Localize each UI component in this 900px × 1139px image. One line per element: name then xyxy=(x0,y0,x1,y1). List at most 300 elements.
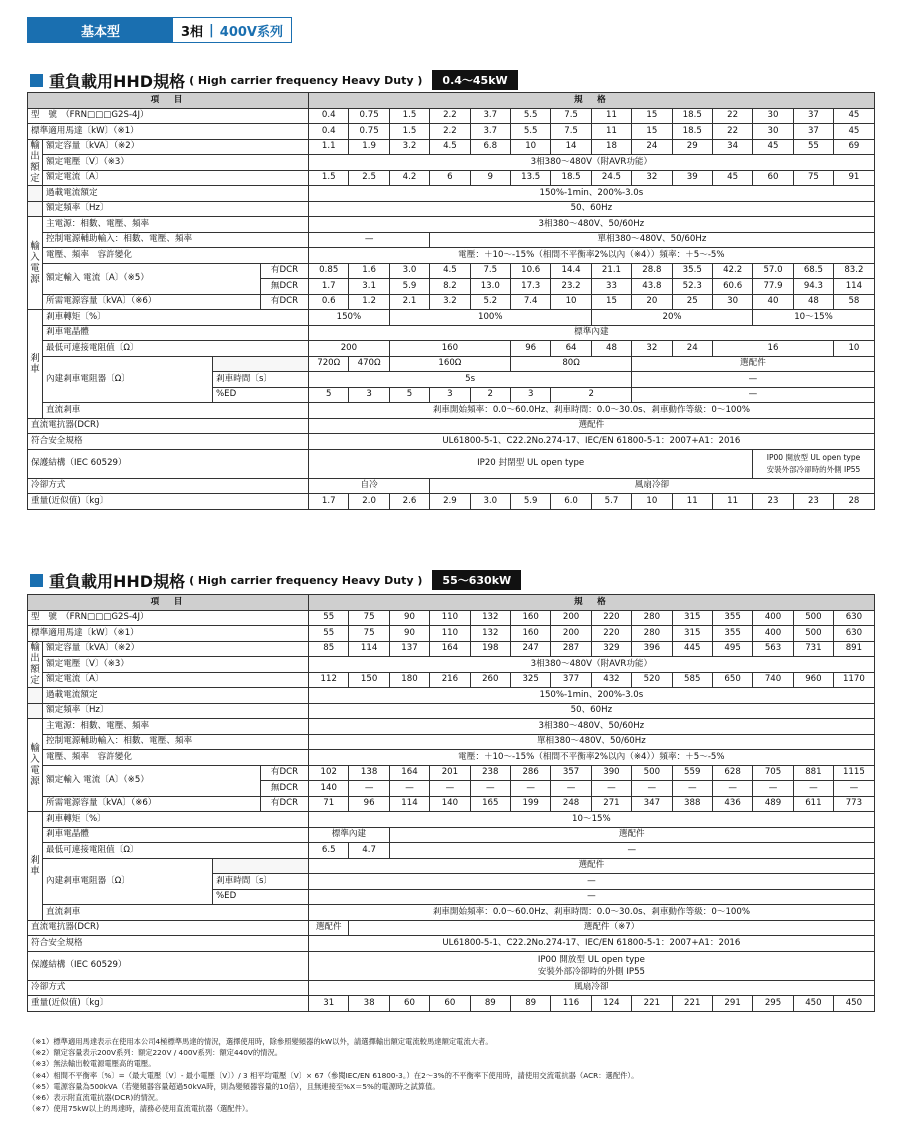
series-label: 3相 | 400V系列 xyxy=(173,18,291,42)
table-cell: 720Ω xyxy=(309,356,349,372)
table-cell: 1.7 xyxy=(309,494,349,510)
table-cell: 132 xyxy=(470,610,510,626)
table-row xyxy=(28,418,875,434)
table-cell: 10.6 xyxy=(510,263,550,279)
table-cell: 628 xyxy=(712,765,752,781)
table-cell: 13.5 xyxy=(510,170,550,186)
table-cell: 2.9 xyxy=(430,494,470,510)
table-cell: — xyxy=(389,781,429,797)
table-cell: 選配件 xyxy=(309,920,349,936)
table-cell: 24 xyxy=(672,341,712,357)
table-cell: 286 xyxy=(510,765,550,781)
table-cell: 單相380～480V、50/60Hz xyxy=(309,734,875,750)
table-row xyxy=(28,263,875,279)
brake-group-label: 剎車 xyxy=(28,310,43,419)
table-cell: 400 xyxy=(753,610,793,626)
table-cell: 347 xyxy=(632,796,672,812)
table-cell: 124 xyxy=(591,996,631,1012)
table-cell: 剎車 xyxy=(28,812,43,921)
table-cell: 額定頻率〔Hz〕 xyxy=(43,703,309,719)
table-cell xyxy=(213,356,309,372)
table-cell: 55 xyxy=(309,626,349,642)
table-cell: 90 xyxy=(389,610,429,626)
table-cell: 60 xyxy=(430,996,470,1012)
table-cell: 83.2 xyxy=(834,263,875,279)
table-row xyxy=(28,858,875,874)
table-cell: — xyxy=(834,781,875,797)
table-cell: 132 xyxy=(470,626,510,642)
table-row xyxy=(28,996,875,1012)
table-cell: — xyxy=(309,232,430,248)
table-cell: 標準內建 xyxy=(309,827,390,843)
table-cell: 271 xyxy=(591,796,631,812)
table-row xyxy=(28,294,875,310)
table-cell: 2.2 xyxy=(430,124,470,140)
section1-heading: 重負載用HHD規格 xyxy=(49,71,186,91)
table-cell: IP00 開放型 UL open type 安裝外部冷卻時的外側 IP55 xyxy=(309,951,875,980)
table-cell: 238 xyxy=(470,765,510,781)
table-cell: 電壓：＋10～-15%（相間不平衡率2%以內（※4））頻率：＋5～-5% xyxy=(309,750,875,766)
square-bullet-icon xyxy=(30,574,43,587)
spec-table-2 xyxy=(27,594,875,1012)
table-row xyxy=(28,478,875,494)
footnote: （※3）無法輸出較電源電壓高的電壓。 xyxy=(28,1059,156,1069)
table-cell: 5.2 xyxy=(470,294,510,310)
table-cell xyxy=(28,703,43,719)
table-cell: 248 xyxy=(551,796,591,812)
table-cell: — xyxy=(430,781,470,797)
table-cell: 25 xyxy=(672,294,712,310)
table-cell: 0.85 xyxy=(309,263,349,279)
table-cell xyxy=(213,858,309,874)
table-cell: 過載電流額定 xyxy=(43,186,309,202)
table-cell: 200 xyxy=(309,341,390,357)
table-row xyxy=(28,765,875,781)
table-cell: — xyxy=(591,781,631,797)
table-cell: 100% xyxy=(389,310,591,326)
table-cell: 0.75 xyxy=(349,108,389,124)
table-cell: 選配件 xyxy=(389,827,874,843)
header-item: 項 目 xyxy=(28,93,309,109)
table-cell: 396 xyxy=(632,641,672,657)
table-cell: — xyxy=(793,781,833,797)
table-cell: 20 xyxy=(632,294,672,310)
table-cell: 1115 xyxy=(834,765,875,781)
table-cell: 495 xyxy=(712,641,752,657)
table-cell: 有DCR xyxy=(261,294,309,310)
table-cell: 20% xyxy=(591,310,753,326)
table-cell: 48 xyxy=(591,341,631,357)
table-cell: 291 xyxy=(712,996,752,1012)
table-cell: 保護結構（IEC 60529） xyxy=(28,449,309,478)
table-cell: 18.5 xyxy=(672,108,712,124)
table-cell: 29 xyxy=(672,139,712,155)
table-cell: 180 xyxy=(389,672,429,688)
table-cell: 45 xyxy=(753,139,793,155)
table-row xyxy=(28,139,875,155)
table-row xyxy=(28,248,875,264)
table-cell: 450 xyxy=(793,996,833,1012)
table-cell: 164 xyxy=(389,765,429,781)
table-cell: 3相380～480V、50/60Hz xyxy=(309,217,875,233)
table-cell: 3 xyxy=(510,387,550,403)
table-cell: 45 xyxy=(834,108,875,124)
table-cell: 2 xyxy=(470,387,510,403)
table-row xyxy=(28,672,875,688)
footnote: （※7）使用75kW以上的馬達時，請務必使用直流電抗器（選配件）。 xyxy=(28,1104,253,1114)
table-cell: 重量(近似值)〔kg〕 xyxy=(28,494,309,510)
table-cell: 280 xyxy=(632,610,672,626)
table-cell: 14.4 xyxy=(551,263,591,279)
table-cell xyxy=(28,186,43,202)
table-cell: 287 xyxy=(551,641,591,657)
table-cell: 剎車時間〔s〕 xyxy=(213,874,309,890)
table-cell: 電壓、頻率 容許變化 xyxy=(43,750,309,766)
table-cell: 0.4 xyxy=(309,124,349,140)
table-cell: 773 xyxy=(834,796,875,812)
table-cell: 15 xyxy=(632,124,672,140)
table-cell: 13.0 xyxy=(470,279,510,295)
table-cell: 過載電流額定 xyxy=(43,688,309,704)
table-cell: 所需電源容量〔kVA〕（※6） xyxy=(43,796,261,812)
table-cell: 3 xyxy=(349,387,389,403)
table-cell: 項 目 xyxy=(28,595,309,611)
table-cell: 96 xyxy=(349,796,389,812)
table-cell: 96 xyxy=(510,341,550,357)
table-cell: UL61800-5-1、C22.2No.274-17、IEC/EN 61800-5-1：2007+A1：2016 xyxy=(309,936,875,952)
table-row xyxy=(28,341,875,357)
table-cell: 40 xyxy=(753,294,793,310)
table-row xyxy=(28,325,875,341)
table-cell: 額定輸入 電流〔A〕（※5） xyxy=(43,765,261,796)
table-cell: 390 xyxy=(591,765,631,781)
table-cell: — xyxy=(309,889,875,905)
table-cell: 77.9 xyxy=(753,279,793,295)
table-row xyxy=(28,920,875,936)
table-cell: 冷卻方式 xyxy=(28,478,309,494)
table-cell: 22 xyxy=(712,124,752,140)
table-row xyxy=(28,951,875,980)
table-cell: 6.5 xyxy=(309,843,349,859)
model-label: 型 號 （FRN□□□G2S-4J） xyxy=(28,108,309,124)
table-row xyxy=(28,626,875,642)
table-cell: 1.7 xyxy=(309,279,349,295)
table-cell: 91 xyxy=(834,170,875,186)
table-row xyxy=(28,155,875,171)
table-cell: 21.1 xyxy=(591,263,631,279)
table-cell: 377 xyxy=(551,672,591,688)
table-row xyxy=(28,688,875,704)
table-row xyxy=(28,734,875,750)
table-cell: 風扇冷卻 xyxy=(430,478,875,494)
table-cell: 90 xyxy=(389,626,429,642)
table-cell: 436 xyxy=(712,796,752,812)
table-cell: 最低可連接電阻值〔Ω〕 xyxy=(43,341,309,357)
section2-heading-en: ( High carrier frequency Heavy Duty ) xyxy=(189,573,423,587)
table-row xyxy=(28,719,875,735)
table-cell: 24.5 xyxy=(591,170,631,186)
table-cell: — xyxy=(309,874,875,890)
section1-heading-en: ( High carrier frequency Heavy Duty ) xyxy=(189,73,423,87)
section2-range-badge: 55～630kW xyxy=(432,570,521,590)
table-row xyxy=(28,108,875,124)
table-row xyxy=(28,827,875,843)
table-cell: 單相380～480V、50/60Hz xyxy=(430,232,875,248)
table-row xyxy=(28,403,875,419)
section1-title xyxy=(30,70,518,90)
table-cell: 符合安全規格 xyxy=(28,936,309,952)
table-cell: 10 xyxy=(834,341,875,357)
table-cell: 71 xyxy=(309,796,349,812)
table-cell: 110 xyxy=(430,626,470,642)
table-cell: 剎車時間〔s〕 xyxy=(213,372,309,388)
table-cell: 400 xyxy=(753,626,793,642)
table-cell: 5.5 xyxy=(510,124,550,140)
table-cell: 160 xyxy=(510,610,550,626)
table-cell: — xyxy=(510,781,550,797)
table-cell: 110 xyxy=(430,610,470,626)
table-cell: 4.7 xyxy=(349,843,389,859)
table-cell: 138 xyxy=(349,765,389,781)
table-cell: 28 xyxy=(834,494,875,510)
table-cell: 69 xyxy=(834,139,875,155)
table-cell: 432 xyxy=(591,672,631,688)
table-cell: 75 xyxy=(349,610,389,626)
table-cell: 10 xyxy=(510,139,550,155)
table-row xyxy=(28,310,875,326)
table-cell: 295 xyxy=(753,996,793,1012)
table-cell: 選配件 xyxy=(309,858,875,874)
table-cell: 355 xyxy=(712,626,752,642)
table-cell: 11 xyxy=(591,108,631,124)
table-cell: 30 xyxy=(753,124,793,140)
table-cell: 85 xyxy=(309,641,349,657)
table-cell: 直流電抗器(DCR) xyxy=(28,920,309,936)
table-cell: 剎車電晶體 xyxy=(43,325,309,341)
table-cell: 電壓、頻率 容許變化 xyxy=(43,248,309,264)
table-cell: 50、60Hz xyxy=(309,703,875,719)
table-cell: 額定電壓〔V〕（※3） xyxy=(43,155,309,171)
phase-label: 3相 xyxy=(181,24,204,40)
table-cell: 主電源：相數、電壓、頻率 xyxy=(43,217,309,233)
table-cell: 75 xyxy=(349,626,389,642)
table-cell: 563 xyxy=(753,641,793,657)
table-cell: 150%-1min、200%-3.0s xyxy=(309,186,875,202)
table-cell: 33 xyxy=(591,279,631,295)
table-cell: 無DCR xyxy=(261,781,309,797)
table-cell: 650 xyxy=(712,672,752,688)
table-header-row xyxy=(28,595,875,611)
table-cell: 60.6 xyxy=(712,279,752,295)
table-cell: 15 xyxy=(632,108,672,124)
table-cell: 216 xyxy=(430,672,470,688)
header-spec: 規 格 xyxy=(309,93,875,109)
table-cell: 4.2 xyxy=(389,170,429,186)
table-cell: 75 xyxy=(793,170,833,186)
table-cell: 5.9 xyxy=(389,279,429,295)
table-cell: 10 xyxy=(551,294,591,310)
table-cell: 有DCR xyxy=(261,263,309,279)
table-cell: 150%-1min、200%-3.0s xyxy=(309,688,875,704)
table-cell: 1.1 xyxy=(309,139,349,155)
table-cell: 自冷 xyxy=(309,478,430,494)
table-cell: 221 xyxy=(632,996,672,1012)
table-cell: 325 xyxy=(510,672,550,688)
footnote: （※5）電源容量為500kVA（若變頻器容量超過50kVA時，則為變頻器容量的10倍），且無連接至%X＝5%的電源時之試算值。 xyxy=(28,1081,440,1091)
table-cell: 23 xyxy=(793,494,833,510)
table-cell: 22 xyxy=(712,108,752,124)
table-cell: 剎車轉矩〔%〕 xyxy=(43,310,309,326)
table-cell: 1170 xyxy=(834,672,875,688)
table-cell: 15 xyxy=(591,294,631,310)
table-cell: 2.0 xyxy=(349,494,389,510)
table-cell: 直流剎車 xyxy=(43,403,309,419)
table-cell: 489 xyxy=(753,796,793,812)
table-cell: 52.3 xyxy=(672,279,712,295)
table-cell: 68.5 xyxy=(793,263,833,279)
table-cell: — xyxy=(632,781,672,797)
table-cell: 23.2 xyxy=(551,279,591,295)
table-cell: 冷卻方式 xyxy=(28,980,309,996)
table-cell: 3.0 xyxy=(389,263,429,279)
table-cell: — xyxy=(672,781,712,797)
table-cell: 500 xyxy=(793,610,833,626)
table-cell: 所需電源容量〔kVA〕（※6） xyxy=(43,294,261,310)
table-cell: 740 xyxy=(753,672,793,688)
table-cell: 6 xyxy=(430,170,470,186)
table-cell: 891 xyxy=(834,641,875,657)
table-cell: 標準適用馬達〔kW〕（※1） xyxy=(28,626,309,642)
table-cell: 94.3 xyxy=(793,279,833,295)
footnote: （※6）表示附直流電抗器(DCR)的情況。 xyxy=(28,1093,163,1103)
series-tag: 基本型 xyxy=(28,18,173,42)
table-cell: 1.5 xyxy=(309,170,349,186)
table-row xyxy=(28,796,875,812)
table-row xyxy=(28,936,875,952)
table-cell: 18.5 xyxy=(672,124,712,140)
section1-range-badge: 0.4～45kW xyxy=(432,70,517,90)
table-cell: 3相380～480V、50/60Hz xyxy=(309,719,875,735)
table-cell: 額定容量〔kVA〕（※2） xyxy=(43,641,309,657)
table-row xyxy=(28,356,875,372)
table-row xyxy=(28,201,875,217)
table-row xyxy=(28,232,875,248)
table-cell: 55 xyxy=(309,610,349,626)
table-cell: 型 號 （FRN□□□G2S-4J） xyxy=(28,610,309,626)
table-cell: 45 xyxy=(834,124,875,140)
table-cell: 7.4 xyxy=(510,294,550,310)
table-cell: 直流剎車 xyxy=(43,905,309,921)
table-cell: 規 格 xyxy=(309,595,875,611)
table-cell: 89 xyxy=(470,996,510,1012)
table-cell: 500 xyxy=(793,626,833,642)
table-cell: 39 xyxy=(672,170,712,186)
table-cell: 30 xyxy=(712,294,752,310)
table-cell: 0.6 xyxy=(309,294,349,310)
table-cell: 10～15% xyxy=(753,310,874,326)
table-cell: 114 xyxy=(349,641,389,657)
table-cell: 額定容量〔kVA〕（※2） xyxy=(43,139,309,155)
table-cell: 60 xyxy=(753,170,793,186)
table-cell: 14 xyxy=(551,139,591,155)
table-cell: 160 xyxy=(510,626,550,642)
output-group-label: 輸出額定 xyxy=(28,139,43,186)
table-cell: 剎車開始頻率：0.0～60.0Hz、剎車時間：0.0～30.0s、剎車動作等級：0～100% xyxy=(309,905,875,921)
table-cell: 有DCR xyxy=(261,765,309,781)
table-row xyxy=(28,980,875,996)
table-cell: 內建剎車電阻器〔Ω〕 xyxy=(43,356,213,403)
table-cell: 17.3 xyxy=(510,279,550,295)
table-cell: 200 xyxy=(551,626,591,642)
table-cell: 60 xyxy=(389,996,429,1012)
table-cell: 1.6 xyxy=(349,263,389,279)
table-cell: 89 xyxy=(510,996,550,1012)
table-cell: 3相380～480V（附AVR功能） xyxy=(309,155,875,171)
table-cell: 額定電流〔A〕 xyxy=(43,672,309,688)
table-cell: 35.5 xyxy=(672,263,712,279)
table-cell: 9 xyxy=(470,170,510,186)
table-cell: 3.2 xyxy=(389,139,429,155)
spec-table-1 xyxy=(27,92,875,510)
table-cell: 11 xyxy=(591,124,631,140)
table-cell: 無DCR xyxy=(261,279,309,295)
table-cell: 247 xyxy=(510,641,550,657)
table-cell: 160 xyxy=(389,341,510,357)
table-cell: 150% xyxy=(309,310,390,326)
table-cell: 11 xyxy=(712,494,752,510)
table-cell: 388 xyxy=(672,796,712,812)
table-cell: — xyxy=(349,781,389,797)
table-cell: 最低可連接電阻值〔Ω〕 xyxy=(43,843,309,859)
table-cell: 0.75 xyxy=(349,124,389,140)
table-cell: 102 xyxy=(309,765,349,781)
table-cell: 520 xyxy=(632,672,672,688)
table-cell: 有DCR xyxy=(261,796,309,812)
table-cell: 2.5 xyxy=(349,170,389,186)
table-cell: 114 xyxy=(834,279,875,295)
table-row xyxy=(28,170,875,186)
table-cell: 50、60Hz xyxy=(309,201,875,217)
table-cell: 198 xyxy=(470,641,510,657)
table-cell: 6.8 xyxy=(470,139,510,155)
table-row xyxy=(28,905,875,921)
table-cell: — xyxy=(470,781,510,797)
table-cell: 7.5 xyxy=(551,124,591,140)
table-cell: %ED xyxy=(213,387,309,403)
table-cell: 5.9 xyxy=(510,494,550,510)
table-cell: 630 xyxy=(834,626,875,642)
table-cell: 3.7 xyxy=(470,124,510,140)
table-cell: 42.2 xyxy=(712,263,752,279)
table-cell: 主電源：相數、電壓、頻率 xyxy=(43,719,309,735)
table-cell: 164 xyxy=(430,641,470,657)
table-row xyxy=(28,703,875,719)
table-cell: 200 xyxy=(551,610,591,626)
table-cell: 1.2 xyxy=(349,294,389,310)
table-row xyxy=(28,186,875,202)
table-cell: 5.7 xyxy=(591,494,631,510)
table-cell: 140 xyxy=(430,796,470,812)
table-cell: 5.5 xyxy=(510,108,550,124)
table-cell: 10 xyxy=(632,494,672,510)
table-cell: 38 xyxy=(349,996,389,1012)
table-cell: 控制電源輔助輸入：相數、電壓、頻率 xyxy=(43,232,309,248)
table-row xyxy=(28,812,875,828)
table-row xyxy=(28,610,875,626)
table-cell: 5s xyxy=(309,372,632,388)
table-header-row xyxy=(28,93,875,109)
table-cell: 5 xyxy=(309,387,349,403)
